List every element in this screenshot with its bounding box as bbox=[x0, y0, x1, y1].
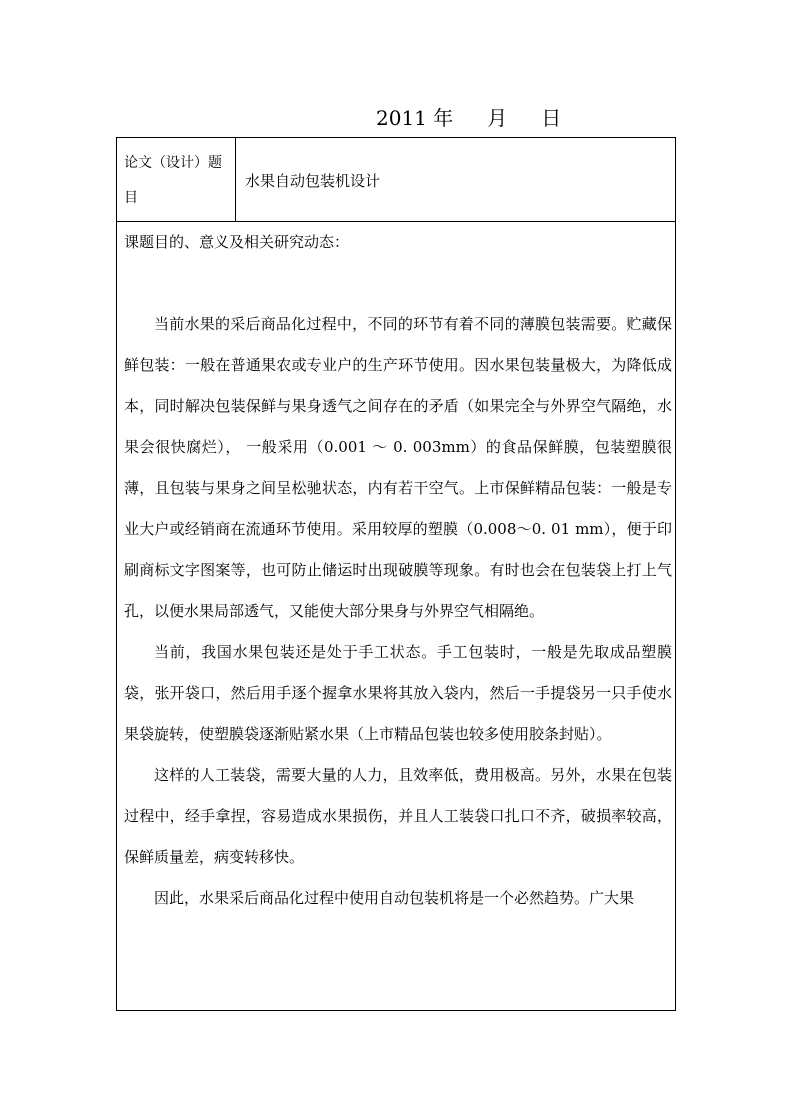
paragraph-2: 当前，我国水果包装还是处于手工状态。手工包装时，一般是先取成品塑膜袋，张开袋口，然后用手逐个握拿水果将其放入袋内，然后一手提袋另一只手使水果袋旋转，使塑膜袋逐渐贴紧水果（上市精品包装也较多使用胶条封贴）。 bbox=[124, 643, 672, 743]
thesis-form-table bbox=[116, 137, 676, 1011]
paragraph-3: 这样的人工装袋，需要大量的人力，且效率低，费用极高。另外，水果在包装过程中，经手拿捏，容易造成水果损伤，并且人工装袋口扎口不齐，破损率较高，保鲜质量差，病变转移快。 bbox=[124, 766, 672, 866]
title-label: 论文（设计）题目 bbox=[117, 138, 236, 221]
paragraph-1: 当前水果的采后商品化过程中，不同的环节有着不同的薄膜包装需要。贮藏保鲜包装：一般在普通果农或专业户的生产环节使用。因水果包装量极大，为降低成本，同时解决包装保鲜与果身透气之间存在的矛盾（如果完全与外界空气隔绝，水果会很快腐烂）， 一般采用（0.001 ～ 0. 003mm）的食品保鲜膜，包装塑膜很薄，且包装与果身之间呈松驰状态，内有若干空气。上市保鲜精品包装：一般是专业大户或经销商在流通环节使用。采用较厚的塑膜（0.008～0. 01 mm），便于印刷商标文字图案等，也可防止储运时出现破膜等现象。有时也会在包装袋上打上气孔，以便水果局部透气，又能使大部分果身与外界空气相隔绝。 bbox=[124, 315, 672, 620]
content-section bbox=[124, 230, 672, 919]
date-month: 月 bbox=[487, 106, 508, 130]
date-line bbox=[376, 102, 561, 131]
section-heading: 课题目的、意义及相关研究动态： bbox=[124, 233, 350, 251]
date-year: 2011 年 bbox=[376, 106, 454, 130]
title-value: 水果自动包装机设计 bbox=[245, 172, 381, 190]
paragraph-4: 因此，水果采后商品化过程中使用自动包装机将是一个必然趋势。广大果 bbox=[154, 889, 635, 907]
title-row bbox=[117, 138, 675, 222]
date-day: 日 bbox=[541, 106, 562, 130]
